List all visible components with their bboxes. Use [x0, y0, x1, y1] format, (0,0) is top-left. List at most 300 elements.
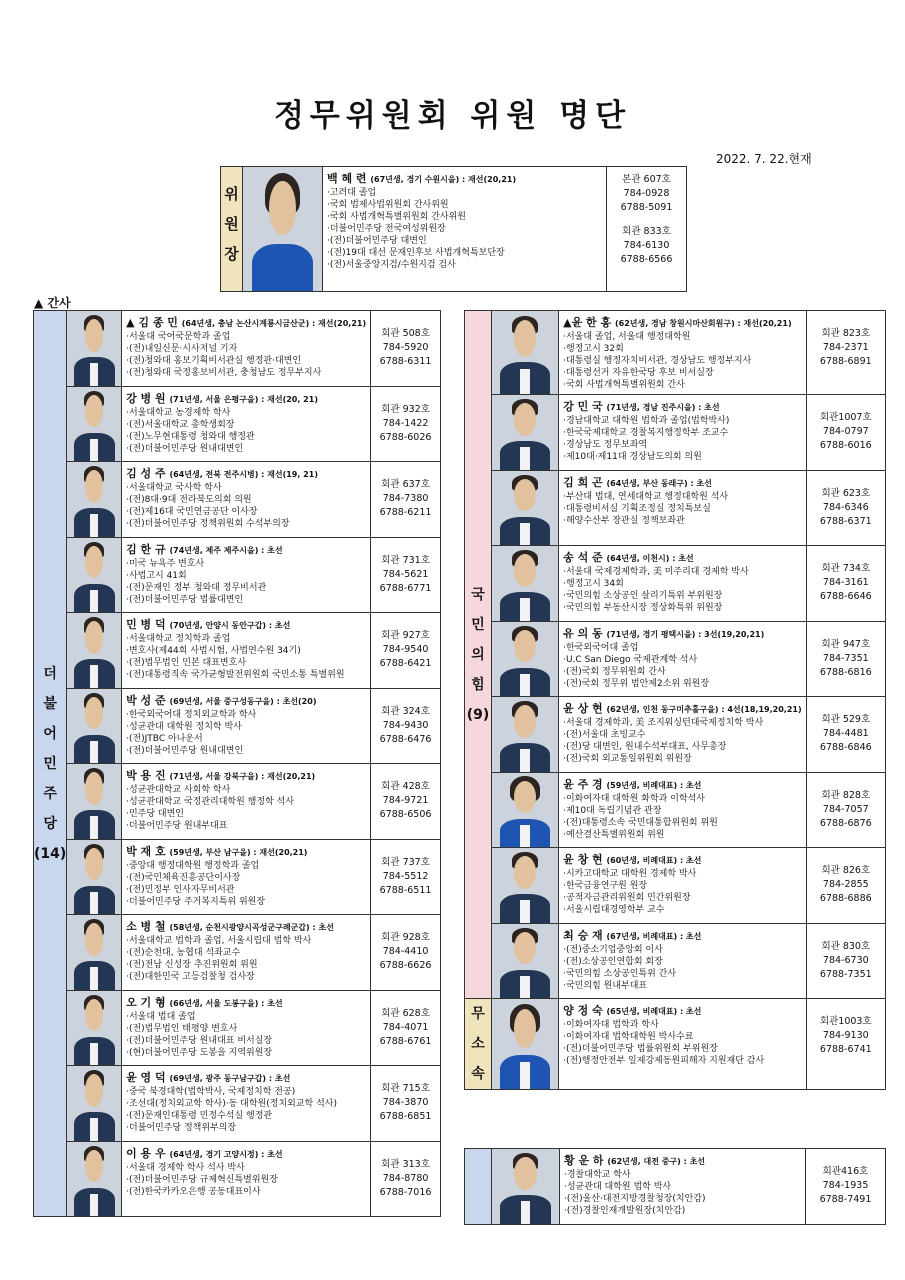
member-name: 김 한 규 — [126, 542, 166, 556]
member-career-line: ·한국외국어대 졸업 — [563, 642, 639, 653]
left-member-table — [33, 310, 441, 1217]
member-career-line: ·(전)전남 신성장 추진위원회 위원 — [126, 960, 258, 970]
member-info — [122, 462, 371, 538]
member-info — [559, 621, 806, 697]
member-career-line: ·행정고시 34회 — [563, 579, 624, 589]
member-info — [122, 764, 371, 840]
chair-line: ·국회 법제사법위원회 간사위원 — [327, 200, 449, 210]
member-detail: (62년생, 인천 동구미추홀구을) : 4선(18,19,20,21) — [606, 705, 802, 714]
contact-line: 784-1422 — [382, 417, 429, 429]
member-contact — [371, 764, 441, 840]
contact-line: 784-7380 — [382, 493, 429, 504]
member-contact — [806, 848, 885, 924]
party-label-ppp — [465, 311, 492, 999]
member-row — [34, 1066, 441, 1142]
member-info — [559, 311, 806, 395]
member-career-line: ·(전)8대·9대 전라북도의회 의원 — [126, 495, 252, 505]
member-contact — [806, 311, 885, 395]
member-info — [559, 546, 806, 622]
party-label-char: 힘 — [471, 676, 485, 693]
member-contact — [371, 688, 441, 764]
chair-line: ·더불어민주당 전국여성위원장 — [327, 224, 446, 234]
member-contact — [371, 1141, 441, 1217]
member-info — [559, 470, 806, 546]
contact-line: 회관 715호 — [381, 1083, 430, 1094]
contact-line: 784-9540 — [382, 644, 429, 655]
member-career-line: ·중앙대 행정대학원 행정학과 졸업 — [126, 860, 260, 871]
member-career-line: ·(전)서울대학교 총학생회장 — [126, 419, 235, 430]
member-detail: (71년생, 서울 은평구을) : 재선(20, 21) — [169, 394, 318, 404]
contact-line: 784-4071 — [382, 1021, 429, 1033]
contact-line: 6788-6311 — [379, 356, 432, 367]
member-career-line: ·경상남도 정무보좌역 — [563, 440, 648, 450]
party-label-char: (9) — [466, 706, 490, 723]
contact-line: 6788-7491 — [819, 1194, 872, 1205]
contact-line: 회관 731호 — [381, 554, 430, 566]
contact-line: 6788-6626 — [379, 960, 432, 971]
party-label-char: 불 — [43, 695, 57, 712]
page-title: 정무위원회 위원 명단 — [273, 98, 632, 134]
member-career-line: ·(전)대통령소속 국민대통합위원회 위원 — [563, 817, 718, 828]
member-name: 강 병 원 — [126, 391, 166, 405]
member-career-line: ·민주당 대변인 — [126, 809, 184, 819]
member-career-line: ·서울대 경제학과, 美 조지워싱턴대국제정치학 박사 — [563, 718, 764, 728]
contact-line: 회관 324호 — [381, 705, 430, 717]
member-info — [559, 923, 806, 999]
member-detail: (64년생, 이천시) : 초선 — [606, 554, 694, 563]
member-detail: (74년생, 제주 제주시을) : 초선 — [169, 545, 283, 555]
member-info — [559, 395, 806, 471]
member-career-line: ·(전)울산·대전지방경찰청장(치안감) — [564, 1194, 706, 1204]
member-contact — [806, 546, 885, 622]
member-name: 윤 주 경 — [563, 777, 603, 791]
contact-line: 784-8780 — [382, 1172, 429, 1184]
contact-line: 회관 927호 — [381, 630, 430, 641]
member-career-line: ·미국 뉴욕주 변호사 — [126, 558, 205, 569]
member-name: 최 승 재 — [563, 928, 603, 942]
member-career-line: ·(전)경찰인재개발원장(치안감) — [564, 1206, 686, 1216]
contact-line: 회관1007호 — [819, 412, 872, 423]
member-info — [559, 848, 806, 924]
member-career-line: ·중국 북경대학(법학박사, 국제정치학 전공) — [126, 1087, 296, 1097]
member-career-line: ·(전)민정부 인사자무비서관 — [126, 884, 235, 895]
member-career-line: ·해양수산부 장관실 정책보좌관 — [563, 515, 685, 526]
member-name: 유 의 동 — [563, 626, 603, 640]
contact-line: 6788-6566 — [620, 254, 673, 265]
contact-line: 784-1935 — [822, 1180, 869, 1191]
contact-line: 784-6346 — [822, 501, 869, 513]
member-photo — [491, 923, 558, 999]
member-career-line: ·서울대 졸업, 서울대 행정대학원 — [563, 332, 691, 342]
member-contact — [371, 311, 441, 387]
contact-line: 784-0928 — [623, 188, 670, 199]
member-photo — [491, 621, 558, 697]
member-info — [122, 915, 371, 991]
member-career-line: ·더불어민주당 원내부대표 — [126, 821, 228, 831]
member-career-line: ·경남대학교 대학원 법학과 졸업(법학박사) — [563, 416, 730, 426]
member-detail: (59년생, 부산 남구을) : 재선(20,21) — [169, 847, 308, 857]
chair-line: ·(전)더불어민주당 대변인 — [327, 236, 427, 246]
contact-line: 6788-6511 — [379, 884, 432, 896]
contact-line: 6788-6016 — [819, 440, 872, 451]
contact-line: 회관 737호 — [381, 856, 430, 868]
member-career-line: ·국민의힘 부동산시장 정상화특위 위원장 — [563, 603, 723, 613]
contact-line: 784-2855 — [822, 879, 869, 890]
member-photo — [491, 848, 558, 924]
contact-line: 6788-6851 — [379, 1111, 432, 1122]
chair-detail: (67년생, 경기 수원시을) : 재선(20,21) — [370, 175, 517, 184]
contact-line: 784-5920 — [382, 342, 429, 353]
contact-line: 본관 607호 — [622, 174, 671, 185]
member-career-line: ·(전)문재인 정부 청와대 정무비서관 — [126, 582, 267, 593]
member-contact — [371, 1066, 441, 1142]
party-label-char: 어 — [43, 725, 57, 742]
member-row — [465, 999, 886, 1090]
member-career-line: ·행정고시 32회 — [563, 344, 624, 354]
member-name: 박 재 호 — [126, 844, 166, 858]
contact-line: 6788-7016 — [379, 1186, 432, 1198]
member-career-line: ·(전)더불어민주당 원내대변인 — [126, 745, 244, 756]
member-name: 박 용 진 — [126, 769, 166, 782]
member-career-line: ·(전)더불어민주당 법률위원회 부위원장 — [563, 1044, 718, 1054]
contact-line: 784-5512 — [382, 870, 429, 882]
member-career-line: ·서울대 경제학 학사 석사 박사 — [126, 1162, 245, 1173]
member-photo — [491, 999, 558, 1090]
member-detail: (64년생, 부산 동래구) : 초선 — [606, 478, 712, 488]
member-career-line: ·(전)중소기업중앙회 이사 — [563, 944, 663, 955]
member-career-line: ·제10대 독립기념관 관장 — [563, 805, 662, 816]
member-name: 윤 영 덕 — [126, 1071, 166, 1084]
member-career-line: ·(전)국회 정무위원회 간사 — [563, 666, 666, 677]
member-career-line: ·(전)국회 정무위 법안제2소위 위원장 — [563, 678, 710, 689]
member-career-line: ·(전)제16대 국민연금공단 이사장 — [126, 507, 258, 517]
member-career-line: ·성균관대학교 사회학 학사 — [126, 785, 231, 795]
member-row — [34, 386, 441, 462]
member-contact — [371, 839, 441, 915]
contact-line: 회관 628호 — [381, 1007, 430, 1019]
extra-member-table — [464, 1148, 886, 1225]
member-career-line: ·성균관대 대학원 법학 박사 — [564, 1182, 672, 1192]
contact-line: 6788-6506 — [379, 809, 432, 820]
member-career-line: ·서울시립대경영학부 교수 — [563, 905, 665, 915]
member-photo — [491, 697, 558, 773]
member-row — [465, 923, 886, 999]
chair-line: ·(전)서울중앙지검/수원지검 검사 — [327, 260, 456, 270]
member-career-line: ·예산결산특별위원회 위원 — [563, 829, 665, 840]
party-label-char: 의 — [471, 646, 485, 663]
member-career-line: ·국민의힘 소상공인 살리기특위 부위원장 — [563, 591, 723, 601]
member-photo — [67, 537, 122, 613]
member-career-line: ·사법고시 41회 — [126, 570, 187, 581]
member-detail: (60년생, 비례대표) : 초선 — [606, 856, 702, 865]
member-name: 양 정 숙 — [563, 1004, 603, 1017]
member-career-line: ·성균관대학교 국정관리대학원 행정학 석사 — [126, 797, 295, 807]
member-row — [34, 613, 441, 689]
member-detail: (58년생, 순천시광양시곡성군구례군갑) : 초선 — [169, 923, 334, 932]
member-info — [560, 1149, 806, 1225]
member-name: 강 민 국 — [563, 400, 603, 413]
member-photo — [67, 1066, 122, 1142]
member-career-line: ·이화여자대 법학과 학사 — [563, 1020, 659, 1030]
member-career-line: ·시카고대학교 대학원 경제학 박사 — [563, 869, 697, 879]
member-career-line: ·한국외국어대 정치외교학과 학사 — [126, 709, 257, 720]
contact-line: 784-4481 — [822, 728, 869, 739]
member-photo — [491, 772, 558, 848]
party-label-char: 더 — [43, 665, 57, 682]
contact-line: 회관 637호 — [381, 479, 430, 490]
member-contact — [806, 470, 885, 546]
member-row — [34, 764, 441, 840]
member-row — [34, 688, 441, 764]
member-career-line: ·(전)국회 외교통일위원회 위원장 — [563, 754, 692, 764]
member-row — [34, 839, 441, 915]
member-detail: (64년생, 경기 고양시정) : 초선 — [169, 1149, 283, 1159]
party-label-char: 속 — [471, 1066, 485, 1082]
member-career-line: ·(전)당 대변인, 원내수석부대표, 사무총장 — [563, 742, 727, 752]
member-career-line: ·(전)내일신문·시사저널 기자 — [126, 344, 238, 354]
member-contact — [371, 613, 441, 689]
member-career-line: ·(전)소상공인연합회 회장 — [563, 956, 663, 967]
member-name: 오 기 형 — [126, 995, 166, 1009]
contact-line: 회관 428호 — [381, 781, 430, 792]
member-detail: (71년생, 서울 강북구을) : 재선(20,21) — [169, 772, 316, 781]
contact-line: 회관1003호 — [819, 1016, 872, 1027]
contact-line: 6788-6026 — [379, 431, 432, 443]
member-career-line: ·더불어민주당 정책위부의장 — [126, 1123, 237, 1133]
member-detail: (65년생, 비례대표) : 초선 — [606, 1007, 702, 1016]
member-row — [34, 1141, 441, 1217]
member-career-line: ·U.C San Diego 국제관계학 석사 — [563, 654, 698, 665]
member-name: 김 희 곤 — [563, 475, 603, 489]
contact-line: 회관 734호 — [821, 563, 871, 574]
member-row — [465, 1149, 886, 1225]
party-label-char: 주 — [43, 785, 57, 802]
contact-line: 회관 623호 — [821, 487, 871, 499]
contact-line: 784-2371 — [822, 342, 869, 353]
contact-line: 회관 508호 — [381, 328, 430, 339]
contact-line: 회관 947호 — [821, 638, 871, 650]
member-contact — [806, 395, 885, 471]
chair-block — [220, 166, 687, 292]
member-info — [559, 697, 806, 773]
member-name: ▲윤 한 홍 — [563, 316, 612, 329]
contact-line: 784-7351 — [822, 652, 869, 664]
contact-line: 회관 529호 — [821, 714, 871, 725]
member-name: 윤 창 현 — [563, 853, 603, 866]
member-career-line: ·대통령비서실 기획조정실 정치특보실 — [563, 503, 711, 514]
member-career-line: ·(전)한국카카오은행 공동대표이사 — [126, 1186, 261, 1197]
member-detail: (71년생, 경남 진주시을) : 초선 — [606, 403, 720, 412]
member-career-line: ·서울대학교 정치학과 졸업 — [126, 634, 231, 644]
member-career-line: ·(전)문재인대통령 민정수석실 행정관 — [126, 1111, 273, 1121]
member-contact — [806, 1149, 886, 1225]
contact-line: 회관 833호 — [622, 226, 671, 237]
member-career-line: ·(전)법무법인 태평양 변호사 — [126, 1023, 238, 1034]
member-career-line: ·서울대학교 법학과 졸업, 서울시립대 법학 박사 — [126, 936, 312, 946]
member-career-line: ·더불어민주당 주거복지특위 위원장 — [126, 896, 266, 907]
contact-line: 회관 830호 — [821, 940, 871, 952]
member-row — [465, 697, 886, 773]
member-detail: (66년생, 서울 도봉구을) : 초선 — [169, 998, 283, 1008]
member-career-line: ·공적자금관리위원회 민간위원장 — [563, 893, 691, 903]
member-contact — [806, 697, 885, 773]
member-detail: (67년생, 비례대표) : 초선 — [606, 931, 702, 941]
chair-info — [323, 167, 607, 292]
member-contact — [371, 537, 441, 613]
member-detail: (64년생, 전북 전주시병) : 재선(19, 21) — [169, 470, 318, 479]
member-career-line: ·이화여자대 법학대학원 박사수료 — [563, 1032, 694, 1042]
contact-line: 784-4410 — [382, 946, 429, 957]
member-career-line: ·성균관대 대학원 정치학 박사 — [126, 721, 242, 732]
member-career-line: ·(전)청와대 국정홍보비서관, 충청남도 정무부지사 — [126, 368, 322, 378]
member-row — [465, 772, 886, 848]
contact-line: 회관416호 — [822, 1166, 869, 1177]
member-career-line: ·국회 사법개혁특별위원회 간사 — [563, 380, 685, 390]
contact-line: 6788-6816 — [819, 666, 872, 678]
contact-line: 6788-6211 — [379, 507, 432, 518]
contact-line: 6788-6846 — [819, 742, 872, 753]
contact-line: 784-6130 — [623, 240, 670, 251]
member-contact — [806, 772, 885, 848]
member-photo — [492, 1149, 560, 1225]
contact-line: 784-6730 — [822, 954, 869, 966]
member-contact — [806, 621, 885, 697]
member-detail: (70년생, 안양시 동안구갑) : 초선 — [169, 621, 291, 630]
member-career-line: ·(전)JTBC 아나운서 — [126, 733, 203, 744]
member-contact — [371, 990, 441, 1066]
member-contact — [806, 999, 885, 1090]
member-info — [559, 772, 806, 848]
member-career-line: ·국민의힘 원내부대표 — [563, 980, 648, 991]
member-photo — [67, 839, 122, 915]
member-name: 이 용 우 — [126, 1146, 166, 1160]
chair-line: ·고려대 졸업 — [327, 188, 377, 198]
member-row — [465, 848, 886, 924]
contact-line: 6788-6886 — [819, 893, 872, 904]
member-career-line: ·제10대·제11대 경상남도의회 의원 — [563, 452, 702, 462]
member-row — [465, 395, 886, 471]
party-label-char: 민 — [471, 616, 485, 633]
party-label-blank — [465, 1149, 492, 1225]
contact-line: 6788-6741 — [819, 1044, 872, 1055]
contact-line: 784-9430 — [382, 719, 429, 731]
member-career-line: ·(전)서울대 초빙교수 — [563, 730, 646, 740]
date-label: 2022. 7. 22.현재 — [716, 152, 812, 166]
member-detail: (59년생, 비례대표) : 초선 — [606, 780, 702, 790]
member-detail: (69년생, 서울 중구성동구을) : 초선(20) — [169, 696, 317, 706]
member-career-line: ·서울대 국제경제학과, 美 미주리대 경제학 박사 — [563, 567, 749, 577]
contact-line: 784-5621 — [382, 568, 429, 580]
member-row — [465, 311, 886, 395]
member-career-line: ·국민의힘 소상공인특위 간사 — [563, 968, 677, 979]
contact-line: 회관 932호 — [381, 403, 430, 415]
member-row — [34, 462, 441, 538]
contact-line: 784-9130 — [822, 1030, 869, 1041]
contact-line: 6788-5091 — [620, 202, 673, 213]
member-career-line: ·한국국제대학교 경찰복지행정학부 조교수 — [563, 428, 729, 438]
contact-line: 회관 826호 — [821, 865, 871, 876]
member-career-line: ·(전)더불어민주당 법률대변인 — [126, 594, 244, 605]
member-career-line: ·조선대(정치외교학 학사)·동 대학원(정치외교학 석사) — [126, 1099, 338, 1109]
member-career-line: ·(전)더불어민주당 규제혁신특별위원장 — [126, 1174, 278, 1185]
member-row — [465, 546, 886, 622]
member-photo — [67, 915, 122, 991]
member-career-line: ·(전)법무법인 민본 대표변호사 — [126, 658, 247, 668]
member-photo — [67, 688, 122, 764]
member-photo — [491, 395, 558, 471]
chair-contact — [607, 167, 687, 292]
member-row — [34, 537, 441, 613]
member-info — [559, 999, 806, 1090]
party-label-char: 국 — [471, 586, 485, 603]
member-name: 소 병 철 — [126, 920, 166, 933]
member-career-line: ·(전)노무현대통령 청와대 행정관 — [126, 431, 255, 442]
member-detail: (69년생, 광주 동구남구갑) : 초선 — [169, 1074, 291, 1083]
member-photo — [67, 386, 122, 462]
member-info — [122, 990, 371, 1066]
member-career-line: ·(전)더불어민주당 원내대변인 — [126, 443, 244, 454]
contact-line: 6788-6876 — [819, 817, 872, 829]
contact-line: 784-0797 — [822, 426, 869, 437]
member-info — [122, 311, 371, 387]
member-career-line: ·(전)대통령직속 국가균형발전위원회 국민소통 특별위원 — [126, 670, 345, 680]
member-photo — [67, 1141, 122, 1217]
contact-line: 회관 313호 — [381, 1158, 430, 1170]
contact-line: 회관 823호 — [821, 328, 871, 339]
contact-line: 회관 828호 — [821, 789, 871, 801]
chair-label: 위 원 장 — [221, 167, 243, 292]
member-photo — [67, 990, 122, 1066]
contact-line: 6788-6371 — [819, 515, 872, 527]
member-career-line: ·대통령선거 자유한국당 후보 비서실장 — [563, 368, 714, 378]
member-info — [122, 537, 371, 613]
member-career-line: ·대통령실 행정자치비서관, 경상남도 행정부지사 — [563, 356, 752, 366]
member-info — [122, 839, 371, 915]
member-career-line: ·서울대 국어국문학과 졸업 — [126, 332, 231, 342]
member-career-line: ·(전)대한민국 고등검찰청 검사장 — [126, 972, 255, 982]
member-photo — [491, 546, 558, 622]
member-career-line: ·한국금융연구원 원장 — [563, 881, 648, 891]
member-contact — [371, 462, 441, 538]
chair-photo — [243, 167, 323, 292]
member-row — [34, 311, 441, 387]
party-label-char: (14) — [34, 845, 67, 862]
member-name: 김 성 주 — [126, 467, 166, 480]
member-career-line: ·서울대 법대 졸업 — [126, 1011, 196, 1022]
member-name: 민 병 덕 — [126, 618, 166, 631]
member-info — [122, 386, 371, 462]
contact-line: 784-3870 — [382, 1097, 429, 1108]
member-row — [34, 990, 441, 1066]
member-career-line: ·(전)더불어민주당 정책위원회 수석부의장 — [126, 519, 290, 529]
member-name: 윤 상 현 — [563, 702, 603, 715]
member-career-line: ·(전)청와대 홍보기획비서관실 행정관·대변인 — [126, 356, 302, 366]
member-info — [122, 688, 371, 764]
contact-line: 6788-6421 — [379, 658, 432, 669]
member-career-line: ·(현)더불어민주당 도봉을 지역위원장 — [126, 1047, 273, 1058]
member-career-line: ·이화여자대 대학원 화학과 이학석사 — [563, 793, 705, 804]
party-label-char: 당 — [43, 815, 57, 832]
member-contact — [371, 386, 441, 462]
contact-line: 784-3161 — [822, 577, 869, 588]
party-label-char: 무 — [471, 1006, 485, 1022]
party-label-dem — [34, 311, 67, 1217]
member-row — [465, 470, 886, 546]
contact-line: 6788-6891 — [819, 356, 872, 367]
contact-line: 784-9721 — [382, 795, 429, 806]
contact-line: 6788-6646 — [819, 591, 872, 602]
member-row — [465, 621, 886, 697]
